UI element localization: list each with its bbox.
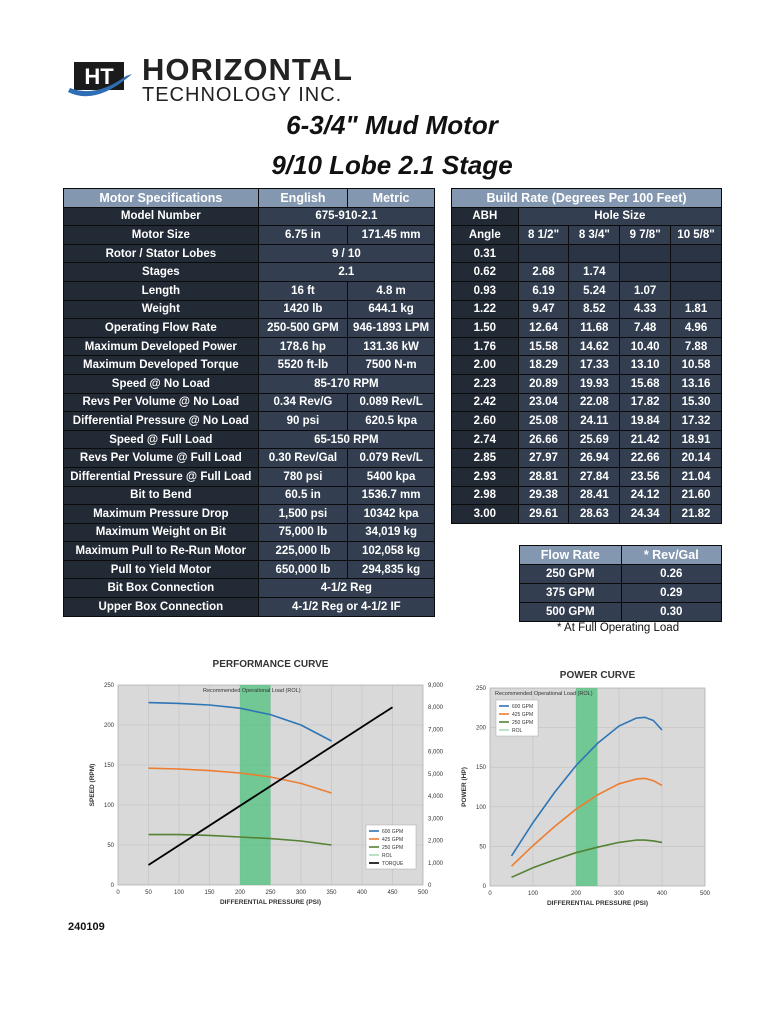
- spec-label: Rotor / Stator Lobes: [64, 244, 259, 263]
- build-rate-value: 13.16: [671, 374, 722, 393]
- spec-label: Bit Box Connection: [64, 579, 259, 598]
- build-rate-value: 20.89: [518, 374, 569, 393]
- build-rate-value: 1.07: [620, 281, 671, 300]
- spec-row: [64, 393, 435, 412]
- spec-metric-value: 644.1 kg: [348, 300, 435, 319]
- build-rate-row: [452, 374, 722, 393]
- abh-angle: 3.00: [452, 505, 519, 524]
- spec-english-value: 5520 ft-lb: [258, 356, 347, 375]
- spec-row: [64, 449, 435, 468]
- spec-value: 4-1/2 Reg: [258, 579, 434, 598]
- hole-size-row: [452, 226, 722, 245]
- build-rate-title: Build Rate (Degrees Per 100 Feet): [452, 189, 722, 208]
- build-rate-row: [452, 467, 722, 486]
- spec-row: [64, 281, 435, 300]
- spec-value: 9 / 10: [258, 244, 434, 263]
- build-rate-row: [452, 505, 722, 524]
- legend-entry: 250 GPM: [512, 720, 534, 726]
- flow-rate: 375 GPM: [520, 584, 622, 603]
- build-rate-value: 2.68: [518, 263, 569, 282]
- x-tick-label: 250: [265, 890, 276, 896]
- x-tick-label: 200: [570, 891, 582, 897]
- spec-english-value: 60.5 in: [258, 486, 347, 505]
- spec-english-value: 225,000 lb: [258, 542, 347, 561]
- x-axis-label: DIFFERENTIAL PRESSURE (PSI): [546, 900, 649, 907]
- y-tick-label: 200: [475, 725, 486, 732]
- build-rate-value: 14.62: [569, 337, 620, 356]
- spec-header-cell: English: [258, 189, 347, 208]
- y2-tick-label: 1,000: [428, 860, 444, 867]
- build-rate-value: 25.08: [518, 412, 569, 431]
- legend-entry: TORQUE: [382, 861, 404, 867]
- logo-line2: TECHNOLOGY INC.: [142, 84, 343, 106]
- y-tick-label: 150: [475, 765, 486, 772]
- y2-tick-label: 3,000: [428, 816, 444, 823]
- build-rate-table: [451, 188, 722, 524]
- title-line1: 6-3/4" Mud Motor: [286, 110, 498, 140]
- y-tick-label: 0: [482, 884, 486, 890]
- x-tick-label: 100: [173, 890, 185, 896]
- build-rate-value: 28.63: [569, 505, 620, 524]
- build-rate-value: 1.74: [569, 263, 620, 282]
- logo-mark-text: HT: [84, 64, 114, 89]
- build-rate-value: 7.88: [671, 337, 722, 356]
- spec-value: 65-150 RPM: [258, 430, 434, 449]
- angle-label: Angle: [452, 226, 519, 245]
- rol-band: [240, 685, 271, 885]
- x-tick-label: 350: [326, 890, 337, 896]
- spec-english-value: 6.75 in: [258, 226, 347, 245]
- spec-row: [64, 467, 435, 486]
- x-tick-label: 450: [387, 890, 398, 896]
- spec-row: [64, 598, 435, 617]
- spec-row: [64, 300, 435, 319]
- spec-english-value: 16 ft: [258, 281, 347, 300]
- spec-metric-value: 1536.7 mm: [348, 486, 435, 505]
- y2-tick-label: 9,000: [428, 683, 444, 689]
- build-rate-row: [452, 319, 722, 338]
- spec-english-value: 75,000 lb: [258, 523, 347, 542]
- build-rate-value: 19.84: [620, 412, 671, 431]
- build-rate-value: 4.96: [671, 319, 722, 338]
- abh-angle: 0.31: [452, 244, 519, 263]
- build-rate-row: [452, 300, 722, 319]
- legend-entry: ROL: [512, 728, 523, 734]
- x-tick-label: 100: [527, 891, 539, 897]
- spec-english-value: 178.6 hp: [258, 337, 347, 356]
- hole-size-label: Hole Size: [518, 207, 721, 226]
- y-axis-label: SPEED (RPM): [89, 763, 96, 807]
- build-rate-row: [452, 393, 722, 412]
- build-rate-value: [671, 244, 722, 263]
- build-rate-value: 23.56: [620, 467, 671, 486]
- rev-per-gal: 0.30: [621, 603, 721, 622]
- spec-row: [64, 263, 435, 282]
- rol-band: [576, 688, 598, 886]
- rev-per-gal-table: [519, 545, 722, 622]
- spec-row: [64, 560, 435, 579]
- spec-metric-value: 620.5 kpa: [348, 412, 435, 431]
- spec-label: Motor Size: [64, 226, 259, 245]
- build-rate-value: 29.61: [518, 505, 569, 524]
- spec-header-row: [64, 189, 435, 208]
- spec-label: Upper Box Connection: [64, 598, 259, 617]
- spec-english-value: 650,000 lb: [258, 560, 347, 579]
- y-tick-label: 200: [103, 723, 114, 729]
- spec-label: Maximum Pull to Re-Run Motor: [64, 542, 259, 561]
- build-rate-value: 26.94: [569, 449, 620, 468]
- build-rate-value: 21.04: [671, 467, 722, 486]
- spec-label: Maximum Developed Power: [64, 337, 259, 356]
- build-rate-value: 27.84: [569, 467, 620, 486]
- abh-angle: 0.62: [452, 263, 519, 282]
- build-rate-value: [518, 244, 569, 263]
- y-tick-label: 0: [110, 883, 114, 889]
- y2-tick-label: 2,000: [428, 838, 444, 845]
- spec-label: Maximum Pressure Drop: [64, 505, 259, 524]
- build-rate-row: [452, 244, 722, 263]
- abh-angle: 2.00: [452, 356, 519, 375]
- rev-row: [520, 603, 722, 622]
- spec-label: Bit to Bend: [64, 486, 259, 505]
- build-rate-value: 12.64: [518, 319, 569, 338]
- build-rate-value: 24.34: [620, 505, 671, 524]
- build-rate-row: [452, 412, 722, 431]
- rev-row: [520, 584, 722, 603]
- spec-metric-value: 171.45 mm: [348, 226, 435, 245]
- spec-row: [64, 226, 435, 245]
- build-rate-row: [452, 486, 722, 505]
- logo-line1: HORIZONTAL: [142, 52, 353, 87]
- title-line2: 9/10 Lobe 2.1 Stage: [271, 150, 513, 180]
- spec-label: Model Number: [64, 207, 259, 226]
- abh-label: ABH: [452, 207, 519, 226]
- build-rate-value: 15.30: [671, 393, 722, 412]
- build-rate-value: 10.58: [671, 356, 722, 375]
- spec-value: 675-910-2.1: [258, 207, 434, 226]
- chart-title: POWER CURVE: [559, 670, 636, 681]
- build-rate-value: 8.52: [569, 300, 620, 319]
- build-rate-value: 18.91: [671, 430, 722, 449]
- y2-tick-label: 5,000: [428, 771, 444, 778]
- spec-value: 85-170 RPM: [258, 374, 434, 393]
- spec-metric-value: 131.36 kW: [348, 337, 435, 356]
- build-rate-value: 9.47: [518, 300, 569, 319]
- build-rate-value: 18.29: [518, 356, 569, 375]
- spec-label: Stages: [64, 263, 259, 282]
- spec-english-value: 1420 lb: [258, 300, 347, 319]
- spec-value: 4-1/2 Reg or 4-1/2 IF: [258, 598, 434, 617]
- spec-row: [64, 542, 435, 561]
- x-tick-label: 0: [488, 891, 492, 897]
- abh-angle: 2.23: [452, 374, 519, 393]
- abh-angle: 0.93: [452, 281, 519, 300]
- build-rate-value: 28.41: [569, 486, 620, 505]
- build-rate-row: [452, 337, 722, 356]
- company-logo: [66, 50, 376, 110]
- y-tick-label: 100: [103, 803, 114, 809]
- build-rate-value: 6.19: [518, 281, 569, 300]
- hole-size-header: 8 1/2": [518, 226, 569, 245]
- y-tick-label: 250: [103, 683, 114, 689]
- build-rate-row: [452, 430, 722, 449]
- x-tick-label: 300: [295, 890, 307, 896]
- build-rate-value: [569, 244, 620, 263]
- hole-size-header: 9 7/8": [620, 226, 671, 245]
- spec-row: [64, 319, 435, 338]
- build-rate-value: 17.82: [620, 393, 671, 412]
- build-rate-row: [452, 356, 722, 375]
- spec-value: 2.1: [258, 263, 434, 282]
- build-rate-value: [620, 244, 671, 263]
- spec-row: [64, 505, 435, 524]
- y2-tick-label: 4,000: [428, 794, 444, 801]
- spec-label: Pull to Yield Motor: [64, 560, 259, 579]
- spec-english-value: 0.30 Rev/Gal: [258, 449, 347, 468]
- rev-per-gal: 0.29: [621, 584, 721, 603]
- spec-row: [64, 356, 435, 375]
- x-tick-label: 300: [613, 891, 625, 897]
- spec-label: Maximum Weight on Bit: [64, 523, 259, 542]
- build-rate-value: 1.81: [671, 300, 722, 319]
- spec-label: Speed @ No Load: [64, 374, 259, 393]
- x-tick-label: 400: [656, 891, 668, 897]
- performance-curve-chart: [70, 652, 460, 917]
- abh-angle: 2.42: [452, 393, 519, 412]
- spec-header-cell: Motor Specifications: [64, 189, 259, 208]
- build-title-row: [452, 189, 722, 208]
- x-tick-label: 200: [234, 890, 246, 896]
- spec-label: Differential Pressure @ No Load: [64, 412, 259, 431]
- y2-tick-label: 6,000: [428, 749, 444, 756]
- y-tick-label: 250: [475, 686, 486, 692]
- spec-row: [64, 412, 435, 431]
- document-number: 240109: [68, 921, 105, 933]
- y-axis-label: POWER (HP): [461, 767, 468, 807]
- legend-entry: 425 GPM: [512, 712, 534, 718]
- build-rate-row: [452, 449, 722, 468]
- x-tick-label: 500: [699, 891, 711, 897]
- build-rate-value: 21.82: [671, 505, 722, 524]
- hole-size-header: 10 5/8": [671, 226, 722, 245]
- legend-entry: 250 GPM: [382, 845, 404, 851]
- spec-english-value: 1,500 psi: [258, 505, 347, 524]
- spec-row: [64, 374, 435, 393]
- build-rate-value: 15.58: [518, 337, 569, 356]
- spec-metric-value: 946-1893 LPM: [348, 319, 435, 338]
- spec-row: [64, 430, 435, 449]
- spec-label: Differential Pressure @ Full Load: [64, 467, 259, 486]
- build-rate-row: [452, 281, 722, 300]
- spec-english-value: 780 psi: [258, 467, 347, 486]
- rol-label: Recommended Operational Load (ROL): [203, 688, 301, 694]
- abh-angle: 1.50: [452, 319, 519, 338]
- abh-angle: 2.60: [452, 412, 519, 431]
- spec-row: [64, 579, 435, 598]
- rev-per-gal: 0.26: [621, 565, 721, 584]
- legend-entry: 600 GPM: [382, 829, 404, 835]
- logo-mark-icon: [66, 54, 136, 102]
- build-rate-value: 21.60: [671, 486, 722, 505]
- build-rate-value: [671, 281, 722, 300]
- hole-size-header: 8 3/4": [569, 226, 620, 245]
- x-tick-label: 150: [204, 890, 215, 896]
- flow-rate: 250 GPM: [520, 565, 622, 584]
- build-subheader-row: [452, 207, 722, 226]
- build-rate-value: [620, 263, 671, 282]
- spec-label: Length: [64, 281, 259, 300]
- spec-metric-value: 294,835 kg: [348, 560, 435, 579]
- power-curve-chart: [452, 662, 717, 917]
- legend-entry: 600 GPM: [512, 704, 534, 710]
- spec-row: [64, 523, 435, 542]
- y-tick-label: 50: [479, 844, 486, 851]
- abh-angle: 2.98: [452, 486, 519, 505]
- build-rate-value: 29.38: [518, 486, 569, 505]
- flow-rate: 500 GPM: [520, 603, 622, 622]
- x-axis-label: DIFFERENTIAL PRESSURE (PSI): [219, 899, 322, 906]
- y2-tick-label: 7,000: [428, 727, 444, 734]
- chart-title: PERFORMANCE CURVE: [212, 659, 329, 670]
- spec-label: Weight: [64, 300, 259, 319]
- build-rate-value: 27.97: [518, 449, 569, 468]
- y2-tick-label: 8,000: [428, 705, 444, 712]
- rev-header-cell: * Rev/Gal: [621, 546, 721, 565]
- build-rate-value: 21.42: [620, 430, 671, 449]
- motor-spec-table: [63, 188, 435, 617]
- y-tick-label: 50: [107, 843, 114, 849]
- spec-header-cell: Metric: [348, 189, 435, 208]
- build-rate-value: 15.68: [620, 374, 671, 393]
- build-rate-value: 24.12: [620, 486, 671, 505]
- build-rate-value: 24.11: [569, 412, 620, 431]
- build-rate-value: 22.66: [620, 449, 671, 468]
- build-rate-value: 11.68: [569, 319, 620, 338]
- build-rate-value: 20.14: [671, 449, 722, 468]
- abh-angle: 1.22: [452, 300, 519, 319]
- footnote: * At Full Operating Load: [557, 622, 680, 634]
- spec-metric-value: 5400 kpa: [348, 467, 435, 486]
- build-rate-value: 25.69: [569, 430, 620, 449]
- rev-row: [520, 565, 722, 584]
- x-tick-label: 500: [417, 890, 429, 896]
- spec-metric-value: 4.8 m: [348, 281, 435, 300]
- spec-metric-value: 102,058 kg: [348, 542, 435, 561]
- abh-angle: 1.76: [452, 337, 519, 356]
- legend-entry: ROL: [382, 853, 393, 859]
- abh-angle: 2.85: [452, 449, 519, 468]
- spec-metric-value: 7500 N-m: [348, 356, 435, 375]
- build-rate-value: 23.04: [518, 393, 569, 412]
- build-rate-value: 17.32: [671, 412, 722, 431]
- spec-metric-value: 10342 kpa: [348, 505, 435, 524]
- build-rate-value: [671, 263, 722, 282]
- x-tick-label: 400: [356, 890, 368, 896]
- build-rate-value: 13.10: [620, 356, 671, 375]
- build-rate-value: 22.08: [569, 393, 620, 412]
- x-tick-label: 0: [116, 890, 120, 896]
- y-tick-label: 100: [475, 804, 486, 811]
- build-rate-value: 7.48: [620, 319, 671, 338]
- spec-label: Revs Per Volume @ No Load: [64, 393, 259, 412]
- spec-metric-value: 0.089 Rev/L: [348, 393, 435, 412]
- rev-header-cell: Flow Rate: [520, 546, 622, 565]
- rol-label: Recommended Operational Load (ROL): [495, 691, 593, 697]
- abh-angle: 2.74: [452, 430, 519, 449]
- spec-label: Operating Flow Rate: [64, 319, 259, 338]
- build-rate-value: 5.24: [569, 281, 620, 300]
- build-rate-value: 19.93: [569, 374, 620, 393]
- spec-label: Maximum Developed Torque: [64, 356, 259, 375]
- y2-tick-label: 0: [428, 883, 432, 889]
- rev-header-row: [520, 546, 722, 565]
- build-rate-value: 17.33: [569, 356, 620, 375]
- spec-english-value: 0.34 Rev/G: [258, 393, 347, 412]
- spec-row: [64, 244, 435, 263]
- build-rate-value: 10.40: [620, 337, 671, 356]
- x-tick-label: 50: [145, 890, 152, 896]
- spec-metric-value: 34,019 kg: [348, 523, 435, 542]
- build-rate-row: [452, 263, 722, 282]
- spec-english-value: 250-500 GPM: [258, 319, 347, 338]
- build-rate-value: 4.33: [620, 300, 671, 319]
- y-tick-label: 150: [103, 763, 114, 769]
- abh-angle: 2.93: [452, 467, 519, 486]
- spec-row: [64, 207, 435, 226]
- spec-metric-value: 0.079 Rev/L: [348, 449, 435, 468]
- spec-label: Revs Per Volume @ Full Load: [64, 449, 259, 468]
- spec-row: [64, 337, 435, 356]
- spec-row: [64, 486, 435, 505]
- spec-label: Speed @ Full Load: [64, 430, 259, 449]
- build-rate-value: 28.81: [518, 467, 569, 486]
- build-rate-value: 26.66: [518, 430, 569, 449]
- spec-english-value: 90 psi: [258, 412, 347, 431]
- legend-entry: 425 GPM: [382, 837, 404, 843]
